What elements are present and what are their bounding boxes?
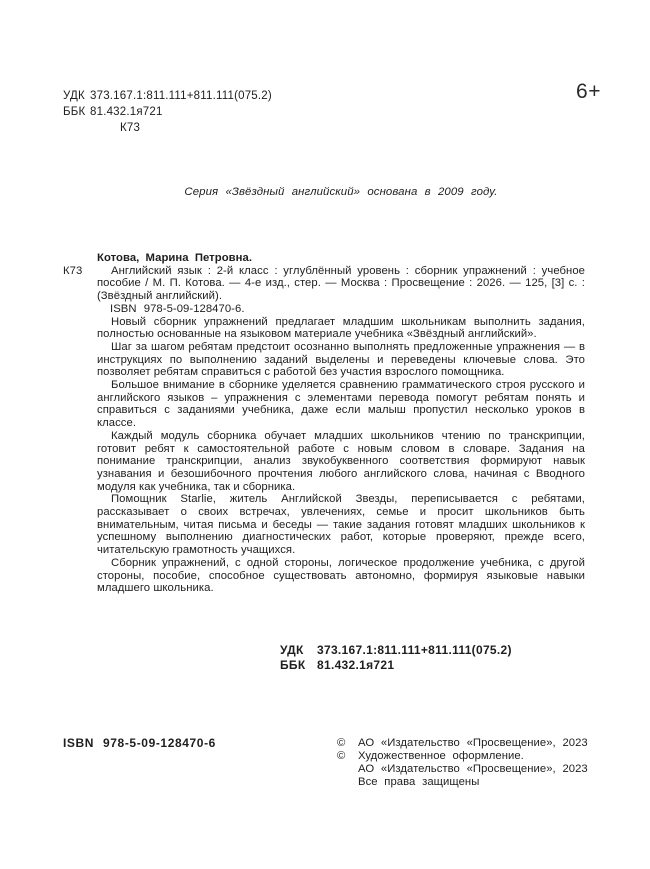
copyright-icon <box>337 776 358 789</box>
udk-label: УДК <box>280 643 304 657</box>
copyright-icon: © <box>337 750 346 762</box>
annotation-paragraph: Каждый модуль сборника обучает младших школьников чтению по транскрипции, готовит ребят к самостоятельной работе с новым словом в словаре. Задания на понимание транскрипции, анализ звукобуквенного соответствия формируют навык узнавания и безошибочного прочтения любого английского слова, начиная с Вводного модуля как учебника, так и сборника. <box>97 429 585 493</box>
copyright-icon <box>337 763 358 776</box>
udk-row-bold <box>280 643 512 658</box>
author-heading: Котова, Марина Петровна. <box>97 252 253 264</box>
author-sign-row <box>63 120 272 136</box>
bbk-row-bold <box>280 658 512 673</box>
annotation-paragraph: Шаг за шагом ребятам предстоит осознанно выполнять предложенные упражнения — в инструкциях по выполнению заданий выделены и переведены ключевые слова. Это позволяет ребятам справиться с работой без участия взрослого помощника. <box>97 340 585 379</box>
top-classification-codes <box>63 88 272 136</box>
bbk-row <box>63 104 272 120</box>
udk-row <box>63 88 272 104</box>
series-note: Серия «Звёздный английский» основана в 2009 году. <box>184 186 498 198</box>
copyright-row <box>337 776 588 789</box>
copyright-icon: © <box>337 737 346 749</box>
copyright-text: АО «Издательство «Просвещение», 2023 <box>358 737 588 749</box>
annotation-paragraph: Помощник Starlie, житель Английской Звезды, переписывается с ребятами, рассказывает о своих встречах, увлечениях, семье и просит школьников быть внимательным, читая письма и беседы — такие задания готовят младших школьников к успешному выполнению диагностических работ, которые проверяют, прежде всего, читательскую грамотность учащихся. <box>97 493 585 557</box>
bib-description: Английский язык : 2-й класс : углублённый уровень : сборник упражнений : учебное пособие / М. П. Котова. — 4-е изд., стер. — Москва : Просвещение : 2026. — 125, [3] с. : (Звёздный английский). <box>97 264 585 303</box>
copyright-block <box>337 737 588 789</box>
udk-value: 373.167.1:811.111+811.111(075.2) <box>90 90 272 102</box>
annotation-paragraph: Сборник упражнений, с одной стороны, логическое продолжение учебника, с другой стороны, пособие, способное существовать автономно, формируя языковые навыки младшего школьника. <box>97 556 585 595</box>
bottom-classification-codes <box>280 643 512 673</box>
bib-author-sign: К73 <box>63 264 83 277</box>
udk-value: 373.167.1:811.111+811.111(075.2) <box>317 643 512 657</box>
copyright-text: Художественное оформление. <box>358 750 524 762</box>
copyright-row <box>337 737 588 750</box>
annotation-paragraph: Большое внимание в сборнике уделяется сравнению грамматического строя русского и английского языков – упражнения с элементами перевода помогут ребятам понять и справиться с заданиями учебника, даже если малыш пропустил несколько уроков в классе. <box>97 379 585 430</box>
bbk-value: 81.432.1я721 <box>90 106 163 118</box>
bibliographic-entry <box>63 264 585 303</box>
bbk-label: ББК <box>63 106 86 118</box>
bib-isbn-line: ISBN 978-5-09-128470-6. <box>110 302 245 315</box>
copyright-text: Все права защищены <box>358 776 480 788</box>
footer-isbn: ISBN 978-5-09-128470-6 <box>63 736 216 750</box>
udk-label: УДК <box>63 90 85 102</box>
copyright-row <box>337 763 588 776</box>
main-text-column <box>63 252 585 595</box>
bbk-value: 81.432.1я721 <box>317 658 395 672</box>
annotation-paragraph: Новый сборник упражнений предлагает младшим школьникам выполнить задания, полностью основанные на языковом материале учебника «Звёздный английский». <box>97 315 585 341</box>
bbk-label: ББК <box>280 658 306 672</box>
copyright-text: АО «Издательство «Просвещение», 2023 <box>358 763 588 775</box>
age-rating-badge: 6+ <box>576 80 601 103</box>
copyright-row <box>337 750 588 763</box>
author-sign: К73 <box>120 122 141 134</box>
